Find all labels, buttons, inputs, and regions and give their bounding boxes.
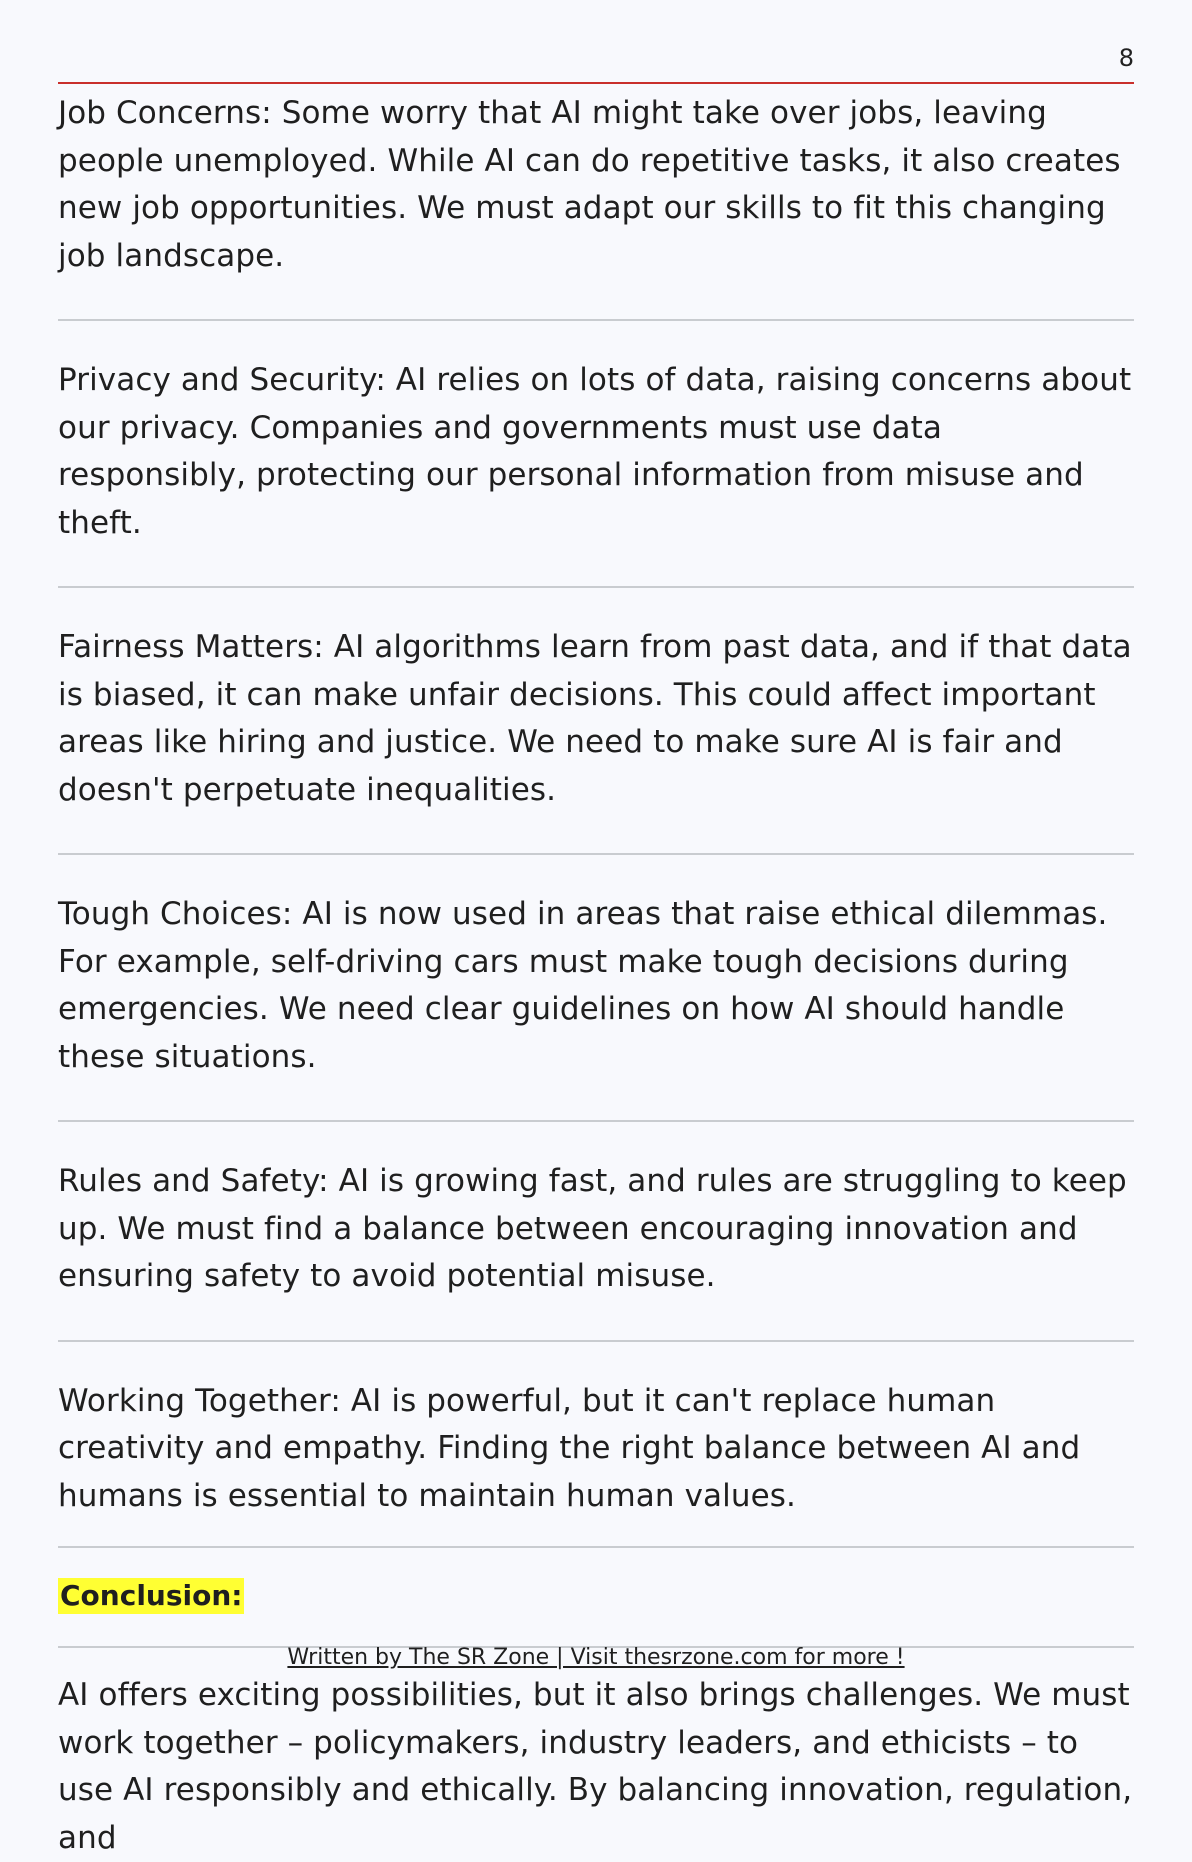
section-divider	[58, 586, 1134, 588]
section-divider	[58, 1546, 1134, 1548]
paragraph-tough-choices: Tough Choices: AI is now used in areas that raise ethical dilemmas. For example, self-driving cars must make tough decisions during emergencies. We need clear guidelines on how AI should handle these situations.	[58, 896, 1108, 1075]
section-divider	[58, 319, 1134, 321]
paragraph-privacy-security: Privacy and Security: AI relies on lots of data, raising concerns about our privacy. Companies and governments must use data responsibly, protecting our personal information from misuse and theft.	[58, 362, 1132, 541]
paragraph-working-together: Working Together: AI is powerful, but it can't replace human creativity and empathy. Finding the right balance between AI and humans is essential to maintain human values.	[58, 1382, 1081, 1514]
footer	[0, 1645, 1192, 1670]
conclusion-heading-row	[58, 1572, 1134, 1620]
section-divider	[58, 1120, 1134, 1122]
conclusion-heading: Conclusion:	[60, 1579, 243, 1612]
section-divider	[58, 1340, 1134, 1342]
header-rule	[58, 82, 1134, 84]
paragraph-rules-safety: Rules and Safety: AI is growing fast, and rules are struggling to keep up. We must find a balance between encouraging innovation and ensuring safety to avoid potential misuse.	[58, 1163, 1127, 1294]
paragraph-job-concerns: Job Concerns: Some worry that AI might take over jobs, leaving people unemployed. While AI can do repetitive tasks, it also creates new job opportunities. We must adapt our skills to fit this changing job landscape.	[58, 95, 1121, 274]
document-body	[58, 90, 1134, 1862]
paragraph-fairness: Fairness Matters: AI algorithms learn from past data, and if that data is biased, it can make unfair decisions. This could affect important areas like hiring and justice. We need to make sure AI is fair and doesn't perpetuate inequalities.	[58, 629, 1132, 808]
footer-link[interactable]: Written by The SR Zone | Visit thesrzone.com for more !	[287, 1645, 905, 1670]
paragraph-conclusion: AI offers exciting possibilities, but it also brings challenges. We must work together – policymakers, industry leaders, and ethicists – to use AI responsibly and ethically. By balancing innovation, regulation, and	[58, 1677, 1133, 1856]
section-divider	[58, 853, 1134, 855]
page-number: 8	[1118, 44, 1134, 72]
